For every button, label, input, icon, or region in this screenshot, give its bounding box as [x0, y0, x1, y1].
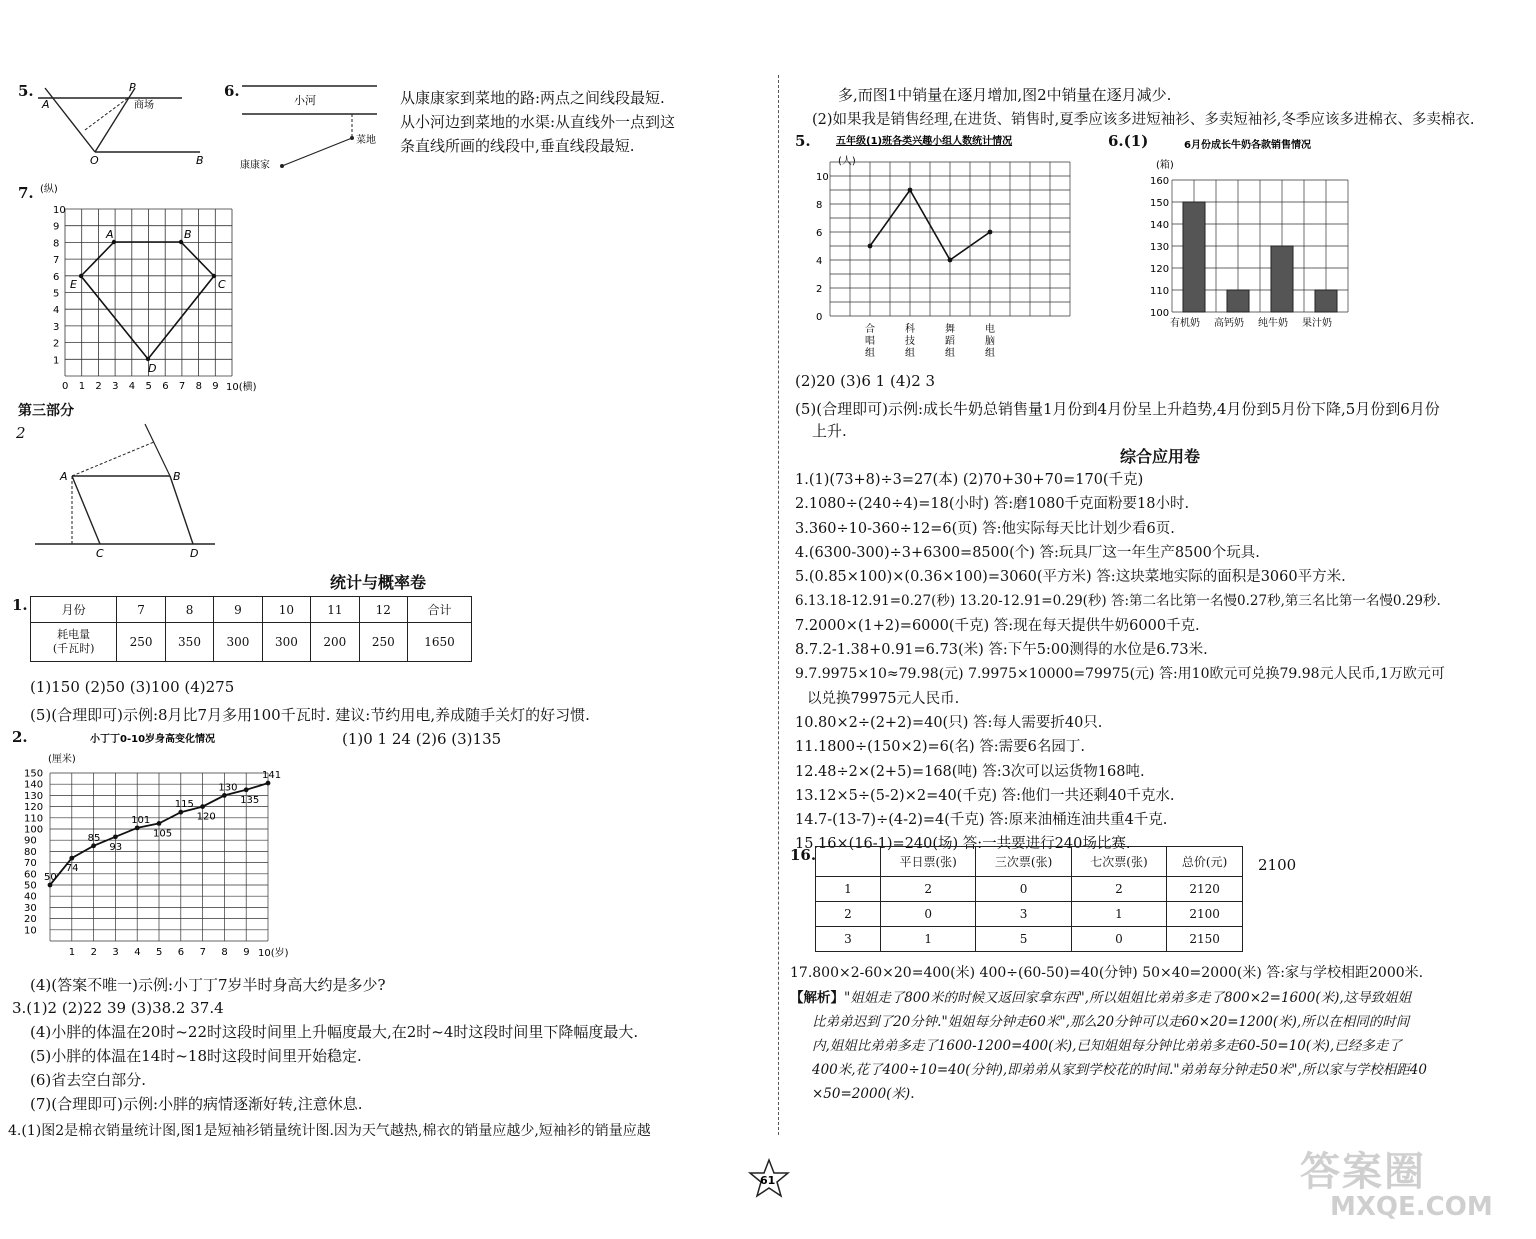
q5-point-b: B [196, 154, 204, 167]
answer-line: 7.2000×(1+2)=6000(千克) 答:现在每天提供牛奶6000千克. [795, 617, 1200, 634]
table-header: 七次票(张) [1071, 847, 1166, 877]
q6-answer-line: 条直线所画的线段中,垂直线段最短. [400, 137, 635, 155]
answer-line: 15.16×(16-1)=240(场) 答:一共要进行240场比赛. [795, 836, 1131, 853]
s3-line: (6)省去空白部分. [30, 1071, 147, 1089]
interest-category-label: 舞蹈组 [945, 324, 955, 359]
height-data-label: 85 [87, 832, 101, 844]
height-y-tick: 100 [24, 824, 44, 836]
table-header: 12 [359, 597, 407, 623]
interest-y-tick: 2 [816, 284, 823, 295]
table-cell: 350 [165, 623, 213, 662]
q5-point-p: P [129, 81, 136, 94]
s1-q5: (5)(合理即可)示例:8月比7月多用100千瓦时. 建议:节约用电,养成随手关灯的好习惯. [30, 706, 590, 724]
watermark-logo [1300, 1140, 1426, 1197]
height-data-point [266, 781, 271, 786]
part3-title: 第三部分 [18, 403, 74, 419]
stats-section-title: 统计与概率卷 [330, 573, 427, 592]
height-data-label: 135 [240, 794, 260, 806]
table-cell: 1650 [408, 623, 472, 662]
interest-data-point [908, 188, 913, 193]
table-cell: 2120 [1167, 877, 1243, 902]
part3-q2-label: 2 [16, 424, 26, 442]
height-y-tick: 130 [24, 790, 44, 802]
milk-y-tick: 130 [1150, 242, 1170, 253]
s3-block [12, 996, 638, 1116]
q7-x-tick: 7 [178, 381, 186, 392]
height-chart-title: 小丁丁0-10岁身高变化情况 [90, 734, 216, 745]
r-s2-q2: (2)20 (3)6 1 (4)2 3 [795, 372, 936, 390]
height-data-label: 50 [44, 872, 57, 883]
q7-point-d: D [148, 362, 157, 375]
row-label-line: (千瓦时) [52, 642, 95, 655]
page-number: 61 [760, 1174, 776, 1187]
table-header: 10 [262, 597, 310, 623]
analysis-line: 400米,花了400÷10=40(分钟),即弟弟从家到学校花的时间."弟弟每分钟走50米",所以家与学校相距40 [812, 1062, 1427, 1078]
s2-label: 2. [12, 728, 28, 746]
interest-category-label: 合唱组 [865, 324, 875, 359]
q16-answer: 2100 [1258, 856, 1297, 874]
q5-point-o: O [90, 154, 99, 167]
height-x-tick: 9 [243, 947, 250, 958]
part3-parallelogram-figure [30, 422, 220, 562]
r-q6-label: 6.(1) [1108, 132, 1149, 150]
r-q5-label: 5. [795, 132, 811, 150]
height-y-tick: 80 [24, 846, 37, 858]
height-data-point [178, 810, 183, 815]
watermark-url [1330, 1192, 1493, 1222]
height-x-tick: 8 [221, 947, 228, 958]
interest-group-chart [800, 128, 1090, 368]
height-data-point [113, 834, 118, 839]
height-data-label: 141 [262, 770, 282, 782]
q7-label: 7. [18, 184, 34, 202]
q7-y-tick: 9 [53, 221, 60, 233]
table-cell: 5 [976, 927, 1071, 952]
milk-bar [1315, 290, 1337, 312]
height-data-label: 105 [153, 828, 173, 840]
interest-chart-y-label: (人) [838, 156, 856, 167]
table-cell: 200 [311, 623, 359, 662]
interest-data-point [988, 230, 993, 235]
electricity-table [30, 596, 472, 662]
table-cell: 1 [816, 877, 881, 902]
watermark-url-text: MXQE.COM [1330, 1192, 1493, 1222]
analysis-line: 内,姐姐比弟弟多走了1600-1200=400(米),已知姐姐每分钟比弟弟多走60-50=10(米),已经多走了 [812, 1038, 1402, 1054]
s1-label: 1. [12, 596, 28, 614]
answer-line: 6.13.18-12.91=0.27(秒) 13.20-12.91=0.29(秒) 答:第二名比第一名慢0.27秒,第三名比第一名慢0.29秒. [795, 593, 1441, 610]
table-cell: 2 [1071, 877, 1166, 902]
q16-label: 16. [790, 846, 817, 864]
interest-y-tick: 0 [816, 312, 823, 323]
interest-y-tick: 8 [816, 200, 823, 211]
q6-label: 6. [224, 82, 240, 100]
q5-label: 5. [18, 82, 34, 100]
table-cell: 250 [359, 623, 407, 662]
q7-x-tick: 4 [128, 381, 136, 392]
table-header: 平日票(张) [881, 847, 976, 877]
q6-home-label: 康康家 [240, 160, 270, 171]
q7-x-tick: 9 [212, 381, 219, 392]
milk-bar [1271, 246, 1293, 312]
table-header: 11 [311, 597, 359, 623]
table-header: 总价(元) [1167, 847, 1243, 877]
s2-q4: (4)(答案不唯一)示例:小丁丁7岁半时身高大约是多少? [30, 976, 386, 994]
q7-x-tick: 5 [145, 381, 152, 392]
q7-y-tick: 7 [53, 255, 60, 267]
interest-y-tick: 6 [816, 228, 823, 239]
table-cell: 300 [214, 623, 262, 662]
q7-y-unit: (纵) [40, 184, 58, 195]
table-cell: 300 [262, 623, 310, 662]
answer-line: 8.7.2-1.38+0.91=6.73(米) 答:下午5:00测得的水位是6.73米. [795, 642, 1208, 659]
milk-y-tick: 150 [1150, 198, 1170, 209]
table-cell: 0 [881, 902, 976, 927]
milk-category-label: 果汁奶 [1302, 318, 1332, 329]
height-y-tick: 20 [24, 914, 37, 926]
interest-data-point [948, 258, 953, 263]
q7-y-tick: 6 [53, 271, 60, 283]
s3-line: (4)小胖的体温在20时~22时这段时间里上升幅度最大,在2时~4时这段时间里下降幅度最大. [30, 1023, 639, 1041]
height-y-tick: 70 [24, 858, 37, 870]
table-row [816, 902, 1243, 927]
q6-field-label: 菜地 [356, 135, 376, 146]
answer-line: 以兑换79975元人民币. [807, 690, 960, 707]
height-data-label: 93 [109, 841, 123, 853]
q7-y-tick: 3 [53, 321, 60, 333]
s2-answers: (1)0 1 24 (2)6 (3)135 [342, 730, 502, 748]
s3-line: (5)小胖的体温在14时~18时这段时间里开始稳定. [30, 1047, 362, 1065]
interest-y-tick: 10 [816, 172, 829, 183]
r-s2-q5b: 上升. [812, 422, 847, 440]
height-y-tick: 30 [24, 902, 37, 914]
s4-line: 4.(1)图2是棉衣销量统计图,图1是短袖衫销量统计图.因为天气越热,棉衣的销量应越少,短袖衫的销量应越 [8, 1123, 651, 1139]
analysis-block [790, 986, 1427, 1106]
milk-y-tick: 100 [1150, 308, 1170, 319]
table-cell: 250 [117, 623, 165, 662]
answer-line: 12.48÷2×(2+5)=168(吨) 答:3次可以运货物168吨. [795, 763, 1145, 780]
height-y-tick: 50 [24, 880, 37, 892]
comprehensive-section-title: 综合应用卷 [1120, 447, 1201, 466]
height-chart-y-label: (厘米) [48, 754, 76, 765]
height-y-tick: 120 [24, 802, 44, 814]
height-x-tick: 1 [68, 947, 76, 958]
table-cell: 2 [816, 902, 881, 927]
milk-y-tick: 110 [1150, 286, 1170, 297]
height-x-tick: 4 [134, 947, 141, 958]
q7-y-tick: 1 [53, 355, 60, 367]
q7-x-tick: 0 [62, 381, 69, 392]
q7-coordinate-figure [30, 180, 280, 395]
table-row [816, 877, 1243, 902]
height-y-tick: 10 [24, 925, 37, 937]
height-data-point [135, 825, 140, 830]
answer-line: 1.(1)(73+8)÷3=27(本) (2)70+30+70=170(千克) [795, 472, 1144, 488]
table-header: 8 [165, 597, 213, 623]
milk-bar [1227, 290, 1249, 312]
table-cell: 1 [881, 927, 976, 952]
height-x-tick: 2 [90, 947, 97, 958]
watermark-text: 答案圈 [1300, 1149, 1426, 1195]
table-header [816, 847, 881, 877]
milk-category-label: 高钙奶 [1214, 318, 1244, 329]
q7-point-a: A [106, 228, 114, 241]
table-cell: 1 [1071, 902, 1166, 927]
analysis-line: 比弟弟迟到了20分钟."姐姐每分钟走60米",那么20分钟可以走60×20=1200(米),所以在相同的时间 [812, 1014, 1410, 1030]
table-row-label [31, 623, 117, 662]
q6-answer-line: 从小河边到菜地的水渠:从直线外一点到这 [400, 113, 676, 131]
r-s2-q5a: (5)(合理即可)示例:成长牛奶总销售量1月份到4月份呈上升趋势,4月份到5月份下降,5月份到6月份 [795, 400, 1440, 418]
q7-x-tick: 2 [95, 381, 102, 392]
height-data-point [222, 793, 227, 798]
q17-line: 17.800×2-60×20=400(米) 400÷(60-50)=40(分钟) 50×40=2000(米) 答:家与学校相距2000米. [790, 965, 1424, 981]
table-cell: 2150 [1167, 927, 1243, 952]
height-y-tick: 140 [24, 779, 44, 791]
milk-y-tick: 160 [1150, 176, 1170, 187]
height-data-point [91, 843, 96, 848]
milk-category-label: 有机奶 [1170, 318, 1200, 329]
q6-river-label: 小河 [294, 94, 316, 107]
interest-category-label: 电脑组 [985, 324, 995, 359]
table-cell: 2 [881, 877, 976, 902]
height-y-tick: 90 [24, 835, 37, 847]
q7-y-tick: 2 [53, 338, 60, 350]
height-y-tick: 60 [24, 869, 37, 881]
row-label-line: 耗电量 [57, 628, 91, 641]
height-data-label: 101 [131, 814, 151, 826]
table-header: 7 [117, 597, 165, 623]
s3-line: 3.(1)2 (2)22 39 (3)38.2 37.4 [12, 999, 224, 1017]
interest-chart-title: 五年级(1)班各类兴趣小组人数统计情况 [836, 136, 1013, 147]
cont-line2: (2)如果我是销售经理,在进货、销售时,夏季应该多进短袖衫、多卖短袖衫,冬季应该多进棉衣、多卖棉衣. [812, 112, 1475, 128]
height-data-label: 74 [65, 863, 79, 875]
milk-y-tick: 120 [1150, 264, 1170, 275]
answer-line: 9.7.9975×10≈79.98(元) 7.9975×10000=79975(元) 答:用10欧元可兑换79.98元人民币,1万欧元可 [795, 666, 1445, 683]
part3-point-b: B [173, 470, 181, 483]
q7-point-e: E [70, 278, 77, 291]
answer-line: 11.1800÷(150×2)=6(名) 答:需要6名园丁. [795, 739, 1085, 756]
table-cell: 0 [1071, 927, 1166, 952]
height-data-point [69, 856, 74, 861]
height-data-label: 120 [196, 811, 216, 823]
q7-y-tick: 4 [53, 305, 60, 317]
interest-category-label: 科技组 [905, 324, 915, 359]
table-header: 合计 [408, 597, 472, 623]
q7-x-unit: 10(横) [226, 382, 257, 393]
q6-answer-line: 从康康家到菜地的路:两点之间线段最短. [400, 89, 665, 107]
interest-data-point [868, 244, 873, 249]
q6-answer [400, 86, 675, 158]
height-x-tick: 3 [112, 947, 119, 958]
answer-line: 4.(6300-300)÷3+6300=8500(个) 答:玩具厂这一年生产8500个玩具. [795, 544, 1260, 561]
table-cell: 0 [976, 877, 1071, 902]
height-data-point [200, 804, 205, 809]
height-chart-x-label: 10(岁) [258, 948, 289, 959]
q7-y-tick: 10 [53, 205, 66, 216]
part3-point-d: D [190, 547, 199, 560]
q7-point-c: C [218, 278, 226, 291]
analysis-line: ×50=2000(米). [812, 1086, 915, 1102]
q7-point-b: B [184, 228, 192, 241]
height-x-tick: 5 [156, 947, 163, 958]
q7-y-tick: 8 [53, 238, 60, 250]
table-header: 月份 [31, 597, 117, 623]
q7-x-tick: 3 [112, 381, 119, 392]
analysis-tag: 【解析】 [790, 990, 844, 1006]
milk-category-label: 纯牛奶 [1258, 318, 1288, 329]
q7-x-tick: 1 [78, 381, 86, 392]
q6-figure [232, 80, 392, 175]
interest-y-tick: 4 [816, 256, 823, 267]
milk-bar [1183, 202, 1205, 312]
ticket-table [815, 846, 1243, 952]
answer-line: 2.1080÷(240÷4)=18(小时) 答:磨1080千克面粉要18小时. [795, 496, 1190, 513]
height-chart [18, 728, 318, 968]
height-data-label: 115 [174, 799, 194, 811]
milk-sales-chart [1140, 128, 1380, 338]
milk-chart-y-label: (箱) [1156, 160, 1174, 171]
analysis-line: "姐姐走了800米的时候又返回家拿东西",所以姐姐比弟弟多走了800×2=1600(米),这导致姐姐 [844, 990, 1412, 1006]
answer-line: 10.80×2÷(2+2)=40(只) 答:每人需要折40只. [795, 714, 1103, 731]
milk-y-tick: 140 [1150, 220, 1170, 231]
q7-x-tick: 8 [195, 381, 202, 392]
height-data-point [157, 821, 162, 826]
height-data-label: 130 [218, 782, 238, 794]
height-y-tick: 40 [24, 891, 37, 903]
q5-figure [30, 78, 220, 168]
page-number-star-icon [747, 1158, 791, 1198]
height-y-tick: 110 [24, 813, 44, 825]
s1-answers: (1)150 (2)50 (3)100 (4)275 [30, 678, 235, 696]
part3-point-a: A [60, 470, 68, 483]
height-data-point [244, 787, 249, 792]
milk-chart-title: 6月份成长牛奶各款销售情况 [1184, 140, 1311, 151]
part3-point-c: C [96, 547, 104, 560]
height-data-point [48, 883, 53, 888]
q5-shop-label: 商场 [134, 100, 154, 111]
q7-x-tick: 6 [162, 381, 169, 392]
table-cell: 2100 [1167, 902, 1243, 927]
answer-line: 5.(0.85×100)×(0.36×100)=3060(平方米) 答:这块菜地实际的面积是3060平方米. [795, 569, 1346, 586]
s3-line: (7)(合理即可)示例:小胖的病情逐渐好转,注意休息. [30, 1095, 363, 1113]
q7-y-tick: 5 [53, 288, 60, 300]
height-x-tick: 6 [177, 947, 185, 958]
table-row [816, 927, 1243, 952]
height-x-tick: 7 [199, 947, 206, 958]
table-cell: 3 [816, 927, 881, 952]
table-cell: 3 [976, 902, 1071, 927]
answer-line: 14.7-(13-7)÷(4-2)=4(千克) 答:原来油桶连油共重4千克. [795, 812, 1168, 829]
table-header: 9 [214, 597, 262, 623]
q5-point-a: A [42, 98, 50, 111]
cont-line1: 多,而图1中销量在逐月增加,图2中销量在逐月减少. [838, 86, 1172, 104]
comprehensive-answers [795, 468, 1445, 857]
answer-line: 3.360÷10-360÷12=6(页) 答:他实际每天比计划少看6页. [795, 520, 1175, 537]
height-y-tick: 150 [24, 768, 44, 780]
table-header: 三次票(张) [976, 847, 1071, 877]
column-divider [778, 75, 779, 1135]
answer-line: 13.12×5÷(5-2)×2=40(千克) 答:他们一共还剩40千克水. [795, 787, 1175, 804]
